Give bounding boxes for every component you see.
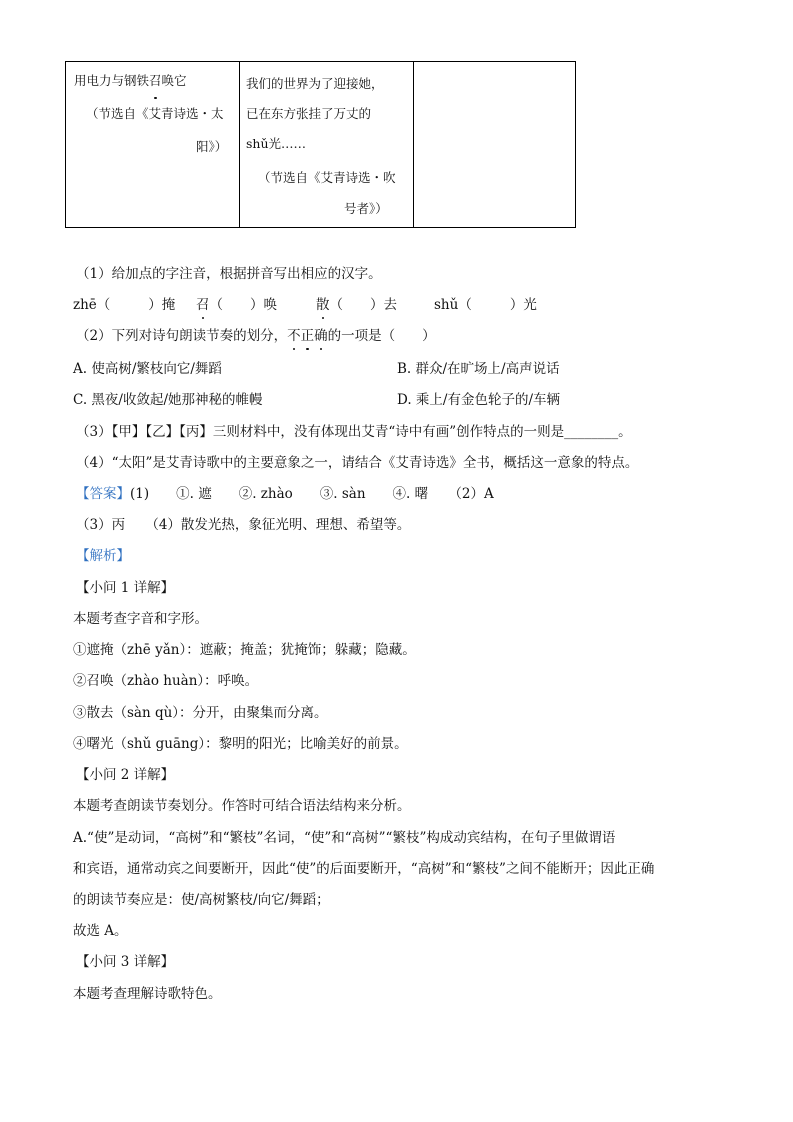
question-1-item-zhe: zhē（ ）掩 [73, 297, 176, 313]
question-3: （3）【甲】【乙】【丙】三则材料中，没有体现出艾青“诗中有画”创作特点的一则是________。 [76, 424, 632, 440]
table-divider [413, 62, 414, 227]
explain-item-1: ①遮掩（zhē yǎn）：遮蔽；掩盖；犹掩饰；躲藏；隐藏。 [73, 642, 416, 658]
question-1-item-zhao: 召（ ）唤 [196, 297, 277, 313]
answer-line-2: （3）丙 （4）散发光热，象征光明、理想、希望等。 [76, 517, 411, 533]
analysis-label: 【解析】 [76, 548, 130, 564]
explain-text: 本题考查理解诗歌特色。 [73, 986, 222, 1002]
table-cell-1-line2: （节选自《艾青诗选・太 [86, 106, 224, 121]
table-divider [239, 62, 240, 227]
sub-question-3-heading: 【小问 3 详解】 [76, 954, 175, 970]
question-1-prompt: （1）给加点的字注音，根据拼音写出相应的汉字。 [76, 266, 382, 282]
question-1-item-san: 散（ ）去 [316, 297, 397, 313]
question-2-prompt: （2）下列对诗句朗读节奏的划分，不正确的一项是（ ） [76, 328, 436, 344]
explain-text: 本题考查朗读节奏划分。作答时可结合语法结构来分析。 [73, 798, 411, 814]
sub-question-1-heading: 【小问 1 详解】 [76, 580, 175, 596]
option-b: B. 群众/在旷场上/高声说话 [397, 361, 560, 377]
table-cell-2-line4: （节选自《艾青诗选・吹 [258, 170, 396, 185]
table-cell-2-line2: 已在东方张挂了万丈的 [246, 106, 372, 121]
table-cell-2-line1: 我们的世界为了迎接她， [246, 76, 384, 91]
table-cell-1-line1: 用电力与钢铁召唤它 [74, 67, 187, 95]
explain-item-4: ④曙光（shǔ guāng）：黎明的阳光；比喻美好的前景。 [73, 736, 408, 752]
option-a: A. 使高树/繁枝向它/舞蹈 [73, 361, 222, 377]
poem-table [65, 61, 576, 228]
table-cell-2-line3: shǔ光…… [246, 136, 307, 151]
answer-label: 【答案】 [76, 486, 130, 502]
question-4: （4）“太阳”是艾青诗歌中的主要意象之一，请结合《艾青诗选》全书，概括这一意象的特点。 [76, 455, 639, 471]
table-cell-2-line5: 号者》） [344, 201, 388, 216]
sub-question-2-heading: 【小问 2 详解】 [76, 767, 175, 783]
explain-text: 和宾语，通常动宾之间要断开，因此“使”的后面要断开，“高树”和“繁枝”之间不能断开；因此正确 [73, 861, 655, 877]
explain-text: 本题考查字音和字形。 [73, 611, 208, 627]
explain-item-2: ②召唤（zhào huàn）：呼唤。 [73, 673, 259, 689]
option-c: C. 黑夜/收敛起/她那神秘的帷幔 [73, 392, 263, 408]
explain-text: 的朗读节奏应是：使/高树繁枝/向它/舞蹈； [73, 892, 330, 908]
table-cell-1-line3: 阳》） [196, 139, 228, 154]
explain-text: A.“使”是动词，“高树”和“繁枝”名词，“使”和“高树”“繁枝”构成动宾结构，在句子里做谓语 [73, 830, 616, 846]
answer-line-1: 【答案】(1) ①. 遮 ②. zhào ③. sàn ④. 曙 （2）A [76, 486, 494, 502]
explain-text: 故选 A。 [73, 923, 128, 939]
question-1-item-shu: shǔ（ ）光 [434, 297, 537, 313]
explain-item-3: ③散去（sàn qù）：分开，由聚集而分离。 [73, 705, 328, 721]
option-d: D. 乘上/有金色轮子的/车辆 [397, 392, 561, 408]
